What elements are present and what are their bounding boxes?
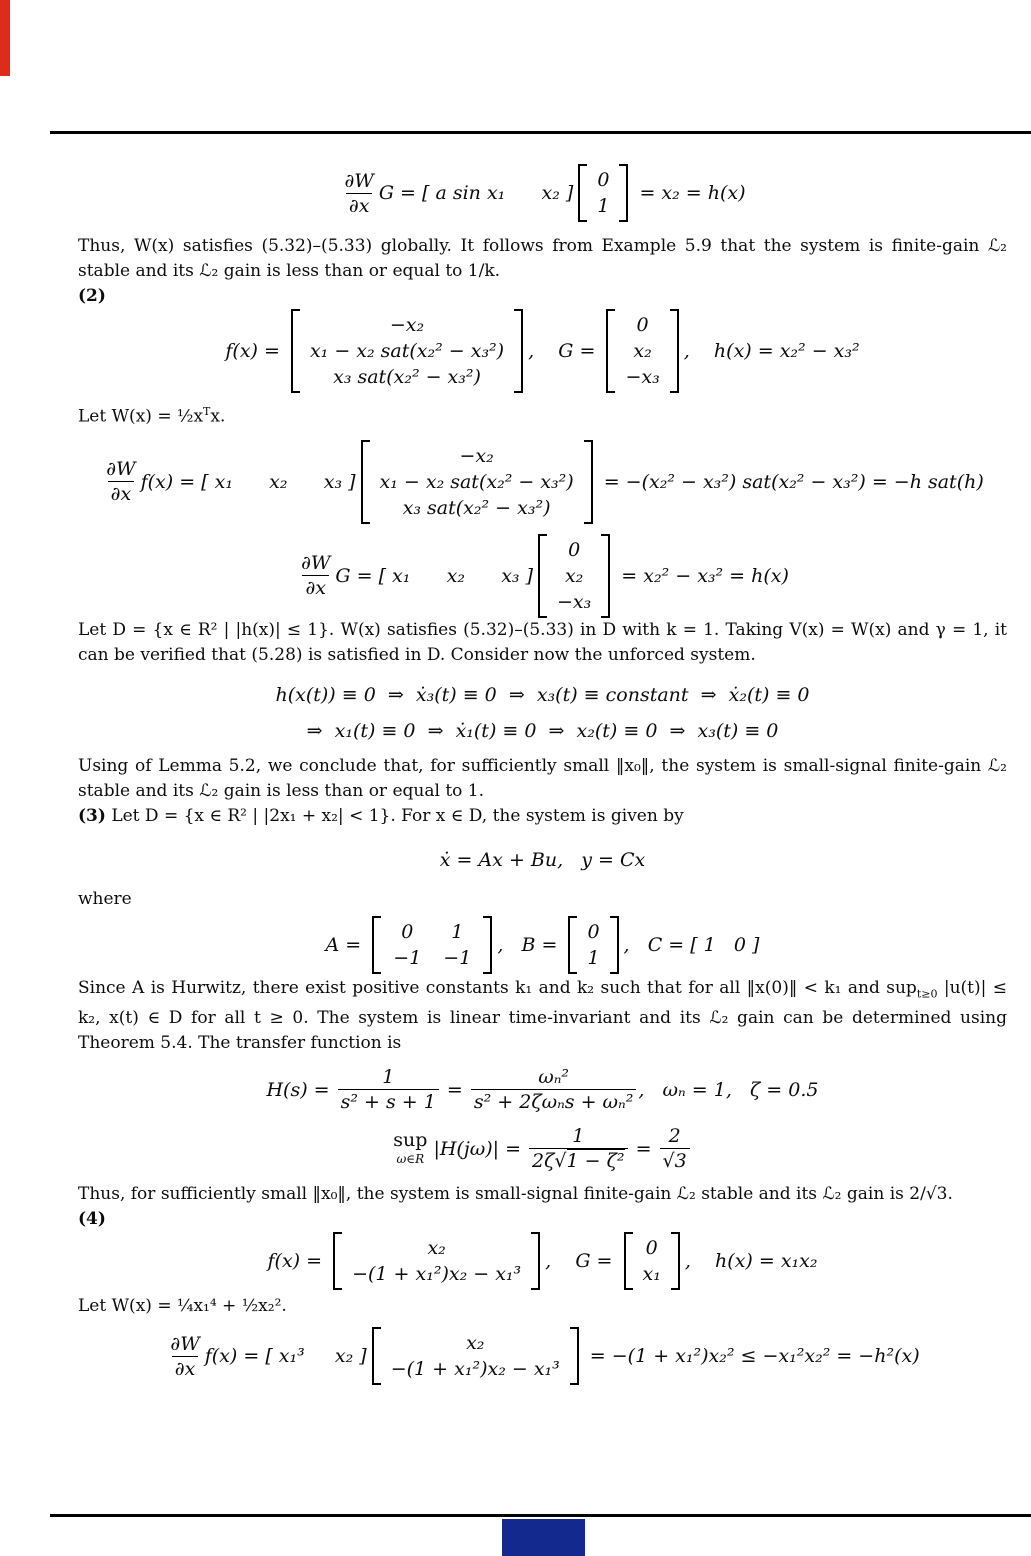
- equation-system-4: [78, 1232, 1007, 1290]
- matrix-cell: 0: [645, 1237, 658, 1260]
- partial-fraction: [341, 170, 376, 217]
- matrix-cell: x₂: [633, 340, 652, 362]
- fraction-numerator: ωₙ²: [538, 1066, 570, 1089]
- matrix-cell: x₁ − x₂ sat(x₂² − x₃²): [379, 470, 574, 493]
- matrix-cell: x₂: [466, 1332, 485, 1355]
- matrix-cell: −x₃: [556, 590, 592, 613]
- fraction-denominator: √3: [660, 1148, 690, 1172]
- equation-dwdx-g-1: [78, 164, 1007, 222]
- equation-dwdx-f-2: [78, 440, 1007, 524]
- row-vector: [ x₁ x₂ x₃ ]: [201, 470, 356, 493]
- equation-rhs: = −(x₂² − x₃²) sat(x₂² − x₃²) = −h sat(h): [597, 470, 984, 493]
- f-matrix: [333, 1232, 540, 1290]
- equation-rhs: , C = [ 1 0 ]: [623, 933, 760, 956]
- item-label-3: (3): [78, 805, 106, 826]
- fraction-numerator: ∂W: [344, 169, 374, 192]
- left-bracket: [291, 309, 300, 393]
- fraction-denominator: ∂x: [108, 481, 135, 505]
- equation-lhs: f(x) =: [140, 470, 202, 493]
- equation-lhs: G =: [335, 564, 379, 587]
- matrix-cell: −1: [393, 946, 422, 969]
- equation-sup-gain: [78, 1125, 1007, 1172]
- equals-sign: =: [440, 1078, 469, 1101]
- matrix-cell: 0: [597, 169, 610, 191]
- equation-implications-1: h(x(t)) ≡ 0 ⇒ ẋ₃(t) ≡ 0 ⇒ x₃(t) ≡ constant ⇒ ẋ₂(t) ≡ 0: [275, 683, 810, 706]
- paragraph-let-w: [78, 399, 1007, 430]
- equation-system-2: [78, 309, 1007, 393]
- matrix-cell: x₁ − x₂ sat(x₂² − x₃²): [309, 340, 505, 362]
- g-matrix: [606, 309, 678, 393]
- left-bracket: [606, 309, 615, 393]
- matrix-cell: 1: [587, 946, 600, 969]
- equation-dwdx-g-2: [78, 534, 1007, 618]
- f-matrix: [361, 440, 593, 524]
- equation-implications-2: ⇒ x₁(t) ≡ 0 ⇒ ẋ₁(t) ≡ 0 ⇒ x₂(t) ≡ 0 ⇒ x₃(t) ≡ 0: [306, 719, 779, 742]
- sup-condition: ω∈R: [396, 1152, 425, 1167]
- matrix-cell: −(1 + x₁²)x₂ − x₁³: [352, 1263, 522, 1286]
- right-bracket: [483, 916, 492, 974]
- partial-fraction: [103, 458, 138, 505]
- equation-lhs: |H(jω)| =: [427, 1137, 528, 1160]
- equation-transfer-function: [78, 1066, 1007, 1113]
- paragraph-item-3: [78, 804, 1007, 829]
- matrix-cell: −x₂: [459, 444, 494, 467]
- fraction: [660, 1125, 690, 1172]
- matrix-cell: 1: [451, 920, 464, 943]
- left-bracket: [568, 916, 577, 974]
- equation-mid: , G =: [545, 1250, 619, 1273]
- equation-abc-matrices: [78, 916, 1007, 974]
- paragraph-where: where: [78, 888, 132, 909]
- equation-state-space: ẋ = Ax + Bu, y = Cx: [439, 848, 646, 871]
- item-label-4: (4): [78, 1209, 106, 1230]
- fraction-denominator: s² + 2ζωₙs + ωₙ²: [471, 1089, 637, 1113]
- fraction: [529, 1125, 628, 1172]
- fraction-denominator: ∂x: [302, 575, 329, 599]
- left-bracket: [361, 440, 370, 524]
- matrix-cell: 1: [597, 195, 610, 217]
- matrix-cell: x₂: [564, 564, 584, 587]
- paragraph-lemma: Using of Lemma 5.2, we conclude that, for sufficiently small ‖x₀‖, the system is small-signal finite-gain ℒ₂ stable and its ℒ₂ gain is less than or equal to 1.: [78, 755, 1007, 801]
- right-bracket: [610, 916, 619, 974]
- right-bracket: [619, 164, 628, 222]
- matrix-cell: 0: [587, 920, 600, 943]
- equals-sign: =: [629, 1137, 658, 1160]
- matrix-cell: −(1 + x₁²)x₂ − x₁³: [390, 1358, 560, 1381]
- text-run: |u(t)| ≤ k₂, x(t) ∈ D for all t ≥ 0. The system is linear time-invariant and its ℒ₂ gain can be determined using Theorem 5.4. The transfer function is: [78, 977, 1007, 1054]
- equation-lhs: f(x) =: [204, 1345, 266, 1368]
- equation-lhs: G =: [378, 182, 423, 204]
- equation-rhs: = x₂² − x₃² = h(x): [615, 564, 789, 587]
- right-bracket: [570, 1327, 579, 1385]
- fraction-denominator: ∂x: [346, 193, 373, 217]
- sup-subscript: t≥0: [916, 987, 938, 1001]
- row-vector: [ a sin x₁ x₂ ]: [422, 182, 574, 204]
- sup-label: sup: [393, 1129, 428, 1152]
- transpose-superscript: T: [203, 405, 211, 418]
- left-bracket: [624, 1232, 633, 1290]
- row-vector: [ x₁ x₂ x₃ ]: [378, 564, 533, 587]
- matrix-cell: x₃ sat(x₂² − x₃²): [333, 366, 481, 388]
- radical-sign: √: [554, 1150, 567, 1173]
- fraction-numerator: ∂W: [301, 552, 331, 575]
- text-run: Let D = {x ∈ R² | |2x₁ + x₂| < 1}. For x ∈ D, the system is given by: [105, 805, 684, 826]
- right-bracket: [671, 1232, 680, 1290]
- partial-fraction: [167, 1333, 202, 1380]
- matrix-cell: −1: [443, 946, 472, 969]
- left-bracket: [538, 534, 547, 618]
- matrix-cell: x₂: [427, 1237, 446, 1260]
- equation-mid: , B =: [497, 933, 564, 956]
- item-label-2: (2): [78, 286, 106, 306]
- g-matrix: [538, 534, 610, 618]
- equation-lhs: f(x) =: [225, 340, 286, 362]
- equation-rhs: , ωₙ = 1, ζ = 0.5: [638, 1078, 819, 1101]
- paragraph-hurwitz: [78, 976, 1007, 1056]
- radicand: 1 − ζ²: [566, 1150, 625, 1173]
- fraction-denominator: s² + s + 1: [338, 1089, 439, 1113]
- right-bracket: [514, 309, 523, 393]
- left-bracket: [372, 1327, 381, 1385]
- right-bracket: [670, 309, 679, 393]
- partial-fraction: [298, 552, 333, 599]
- paragraph-thus-small: Thus, for sufficiently small ‖x₀‖, the system is small-signal finite-gain ℒ₂ stable and its ℒ₂ gain is 2/√3.: [78, 1184, 953, 1205]
- left-bracket: [372, 916, 381, 974]
- right-bracket: [531, 1232, 540, 1290]
- text-run: Let W(x) = ½x: [78, 406, 204, 427]
- fraction-numerator: ∂W: [106, 458, 136, 481]
- fraction-numerator: 2: [668, 1125, 681, 1148]
- left-bracket: [333, 1232, 342, 1290]
- equation-rhs: , h(x) = x₁x₂: [684, 1250, 818, 1273]
- red-corner-bar: [0, 0, 10, 76]
- matrix-cell: x₃ sat(x₂² − x₃²): [402, 496, 551, 519]
- paragraph-thus-globally: Thus, W(x) satisfies (5.32)–(5.33) globally. It follows from Example 5.9 that the system is finite-gain ℒ₂ stable and its ℒ₂ gain is less than or equal to 1/k.: [78, 236, 1007, 281]
- den-coefficient: 2ζ: [532, 1150, 555, 1173]
- text-run: Since A is Hurwitz, there exist positive constants k₁ and k₂ such that for all ‖x(0)‖ < k₁ and sup: [78, 977, 917, 998]
- top-rule: [50, 131, 1031, 134]
- matrix-cell: 0: [568, 538, 581, 561]
- matrix-cell: −x₂: [389, 314, 425, 336]
- equation-lhs: H(s) =: [266, 1078, 336, 1101]
- fraction-numerator: ∂W: [170, 1332, 200, 1355]
- g-matrix: [624, 1232, 680, 1290]
- matrix-cell: 0: [401, 920, 414, 943]
- column-matrix: [578, 164, 628, 222]
- text-run: x.: [210, 406, 226, 427]
- fraction: [338, 1066, 439, 1113]
- matrix-cell: 0: [636, 314, 649, 336]
- f-matrix: [291, 309, 523, 393]
- equation-rhs: = −(1 + x₁²)x₂² ≤ −x₁²x₂² = −h²(x): [583, 1345, 920, 1368]
- fraction: [471, 1066, 637, 1113]
- blue-footer-rect: [502, 1519, 585, 1556]
- fraction-numerator: 1: [382, 1066, 395, 1089]
- fraction-denominator: [529, 1148, 628, 1172]
- paragraph-let-w4: Let W(x) = ¼x₁⁴ + ½x₂².: [78, 1296, 287, 1317]
- matrix-cell: x₁: [642, 1263, 661, 1286]
- equation-mid: , G =: [528, 340, 602, 362]
- equation-rhs: = x₂ = h(x): [633, 182, 746, 204]
- equation-lhs: f(x) =: [267, 1250, 329, 1273]
- sup-operator: [393, 1131, 427, 1166]
- right-bracket: [601, 534, 610, 618]
- row-vector: [ x₁³ x₂ ]: [265, 1345, 367, 1368]
- equation-dwdx-f-4: [78, 1327, 1007, 1385]
- equation-lhs: A =: [325, 933, 368, 956]
- paragraph-let-d: Let D = {x ∈ R² | |h(x)| ≤ 1}. W(x) satisfies (5.32)–(5.33) in D with k = 1. Taking V(x) = W(x) and γ = 1, it can be verified that (5.28) is satisfied in D. Consider now the unforced system.: [78, 619, 1007, 665]
- page-content: [78, 150, 1007, 1385]
- bottom-rule: [50, 1514, 1031, 1517]
- fraction-denominator: ∂x: [172, 1356, 199, 1380]
- f-matrix: [372, 1327, 579, 1385]
- fraction-numerator: 1: [572, 1125, 585, 1148]
- equation-rhs: , h(x) = x₂² − x₃²: [683, 340, 860, 362]
- matrix-cell: −x₃: [625, 366, 660, 388]
- a-matrix: [372, 916, 492, 974]
- left-bracket: [578, 164, 587, 222]
- right-bracket: [584, 440, 593, 524]
- b-matrix: [568, 916, 618, 974]
